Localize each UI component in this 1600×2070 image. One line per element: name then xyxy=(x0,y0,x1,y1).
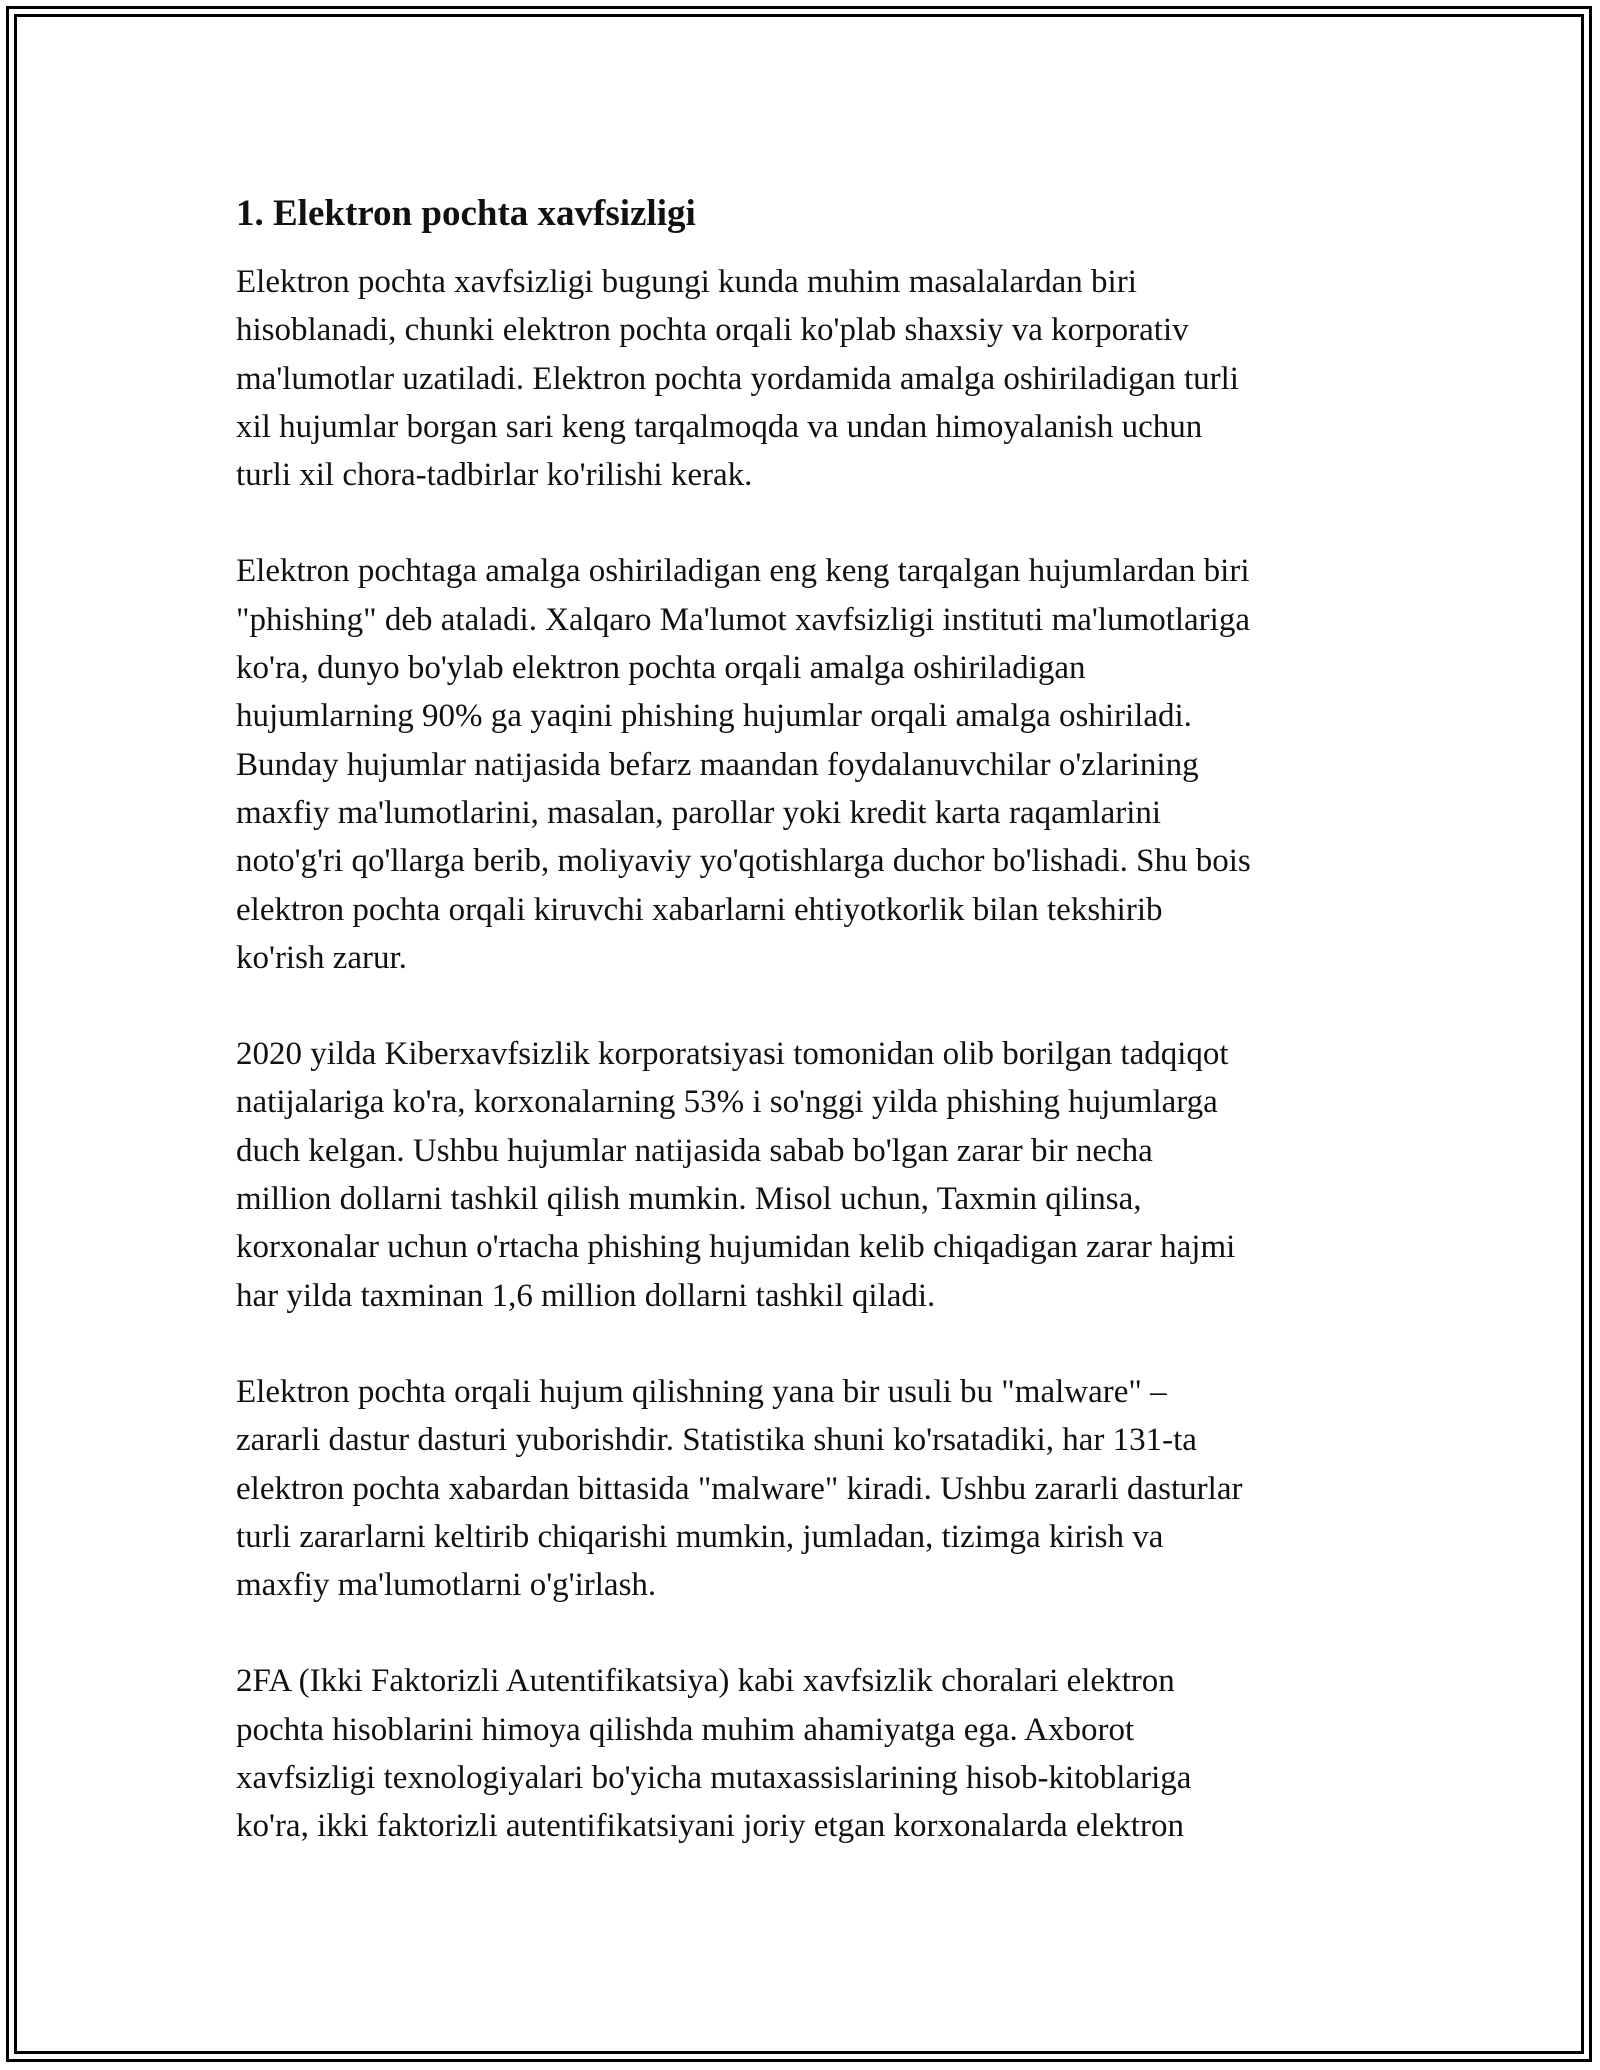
paragraph-line: ma'lumotlar uzatiladi. Elektron pochta yordamida amalga oshiriladigan turli xyxy=(236,360,1239,397)
paragraph-line: har yilda taxminan 1,6 million dollarni tashkil qiladi. xyxy=(236,1277,936,1314)
paragraph-list xyxy=(236,258,1376,1851)
paragraph-line: hujumlarning 90% ga yaqini phishing hujumlar orqali amalga oshiriladi. xyxy=(236,698,1192,735)
paragraph-line: Elektron pochta xavfsizligi bugungi kunda muhim masalalardan biri xyxy=(236,264,1137,300)
paragraph-line: ko'rish zarur. xyxy=(236,939,407,976)
paragraph-line: pochta hisoblarini himoya qilishda muhim ahamiyatga ega. Axborot xyxy=(236,1711,1135,1748)
document-body xyxy=(236,190,1376,1899)
paragraph-line: korxonalar uchun o'rtacha phishing hujumidan kelib chiqadigan zarar hajmi xyxy=(236,1229,1236,1266)
paragraph-line: maxfiy ma'lumotlarini, masalan, parollar yoki kredit karta raqamlarini xyxy=(236,794,1162,831)
paragraph-line: elektron pochta xabardan bittasida "malware" kiradi. Ushbu zararli dasturlar xyxy=(236,1470,1243,1507)
paragraph-line: xil hujumlar borgan sari keng tarqalmoqda va undan himoyalanish uchun xyxy=(236,408,1203,445)
paragraph-line: noto'g'ri qo'llarga berib, moliyaviy yo'qotishlarga duchor bo'lishadi. Shu bois xyxy=(236,843,1251,880)
paragraph-line: turli zararlarni keltirib chiqarishi mumkin, jumladan, tizimga kirish va xyxy=(236,1518,1164,1555)
paragraph-line: hisoblanadi, chunki elektron pochta orqali ko'plab shaxsiy va korporativ xyxy=(236,312,1189,349)
paragraph-line: 2020 yilda Kiberxavfsizlik korporatsiyasi tomonidan olib borilgan tadqiqot xyxy=(236,1036,1229,1073)
paragraph-line: duch kelgan. Ushbu hujumlar natijasida sabab bo'lgan zarar bir necha xyxy=(236,1132,1153,1169)
paragraph-line: zararli dastur dasturi yuborishdir. Statistika shuni ko'rsatadiki, har 131-ta xyxy=(236,1422,1197,1459)
paragraph-line: elektron pochta orqali kiruvchi xabarlarni ehtiyotkorlik bilan tekshirib xyxy=(236,891,1163,928)
paragraph-line: million dollarni tashkil qilish mumkin. Misol uchun, Taxmin qilinsa, xyxy=(236,1181,1142,1218)
paragraph-line: ko'ra, ikki faktorizli autentifikatsiyani joriy etgan korxonalarda elektron xyxy=(236,1808,1184,1845)
paragraph xyxy=(236,258,1376,499)
paragraph-line: ko'ra, dunyo bo'ylab elektron pochta orqali amalga oshiriladigan xyxy=(236,650,1086,687)
paragraph-line: Elektron pochtaga amalga oshiriladigan eng keng tarqalgan hujumlardan biri xyxy=(236,553,1250,590)
paragraph-line: 2FA (Ikki Faktorizli Autentifikatsiya) kabi xavfsizlik choralari elektron xyxy=(236,1663,1175,1700)
paragraph-line: Bunday hujumlar natijasida befarz maandan foydalanuvchilar o'zlarining xyxy=(236,746,1199,783)
section-heading: 1. Elektron pochta xavfsizligi xyxy=(236,193,696,234)
paragraph xyxy=(236,1368,1376,1609)
paragraph-line: natijalariga ko'ra, korxonalarning 53% i so'nggi yilda phishing hujumlarga xyxy=(236,1084,1218,1121)
paragraph-line: "phishing" deb ataladi. Xalqaro Ma'lumot xavfsizligi instituti ma'lumotlariga xyxy=(236,601,1250,638)
paragraph xyxy=(236,1030,1376,1320)
paragraph-line: maxfiy ma'lumotlarni o'g'irlash. xyxy=(236,1567,657,1604)
paragraph-line: Elektron pochta orqali hujum qilishning yana bir usuli bu "malware" – xyxy=(236,1373,1167,1410)
paragraph xyxy=(236,1657,1376,1850)
paragraph xyxy=(236,547,1376,982)
paragraph-line: turli xil chora-tadbirlar ko'rilishi kerak. xyxy=(236,457,753,494)
paragraph-line: xavfsizligi texnologiyalari bo'yicha mutaxassislarining hisob-kitoblariga xyxy=(236,1760,1192,1797)
